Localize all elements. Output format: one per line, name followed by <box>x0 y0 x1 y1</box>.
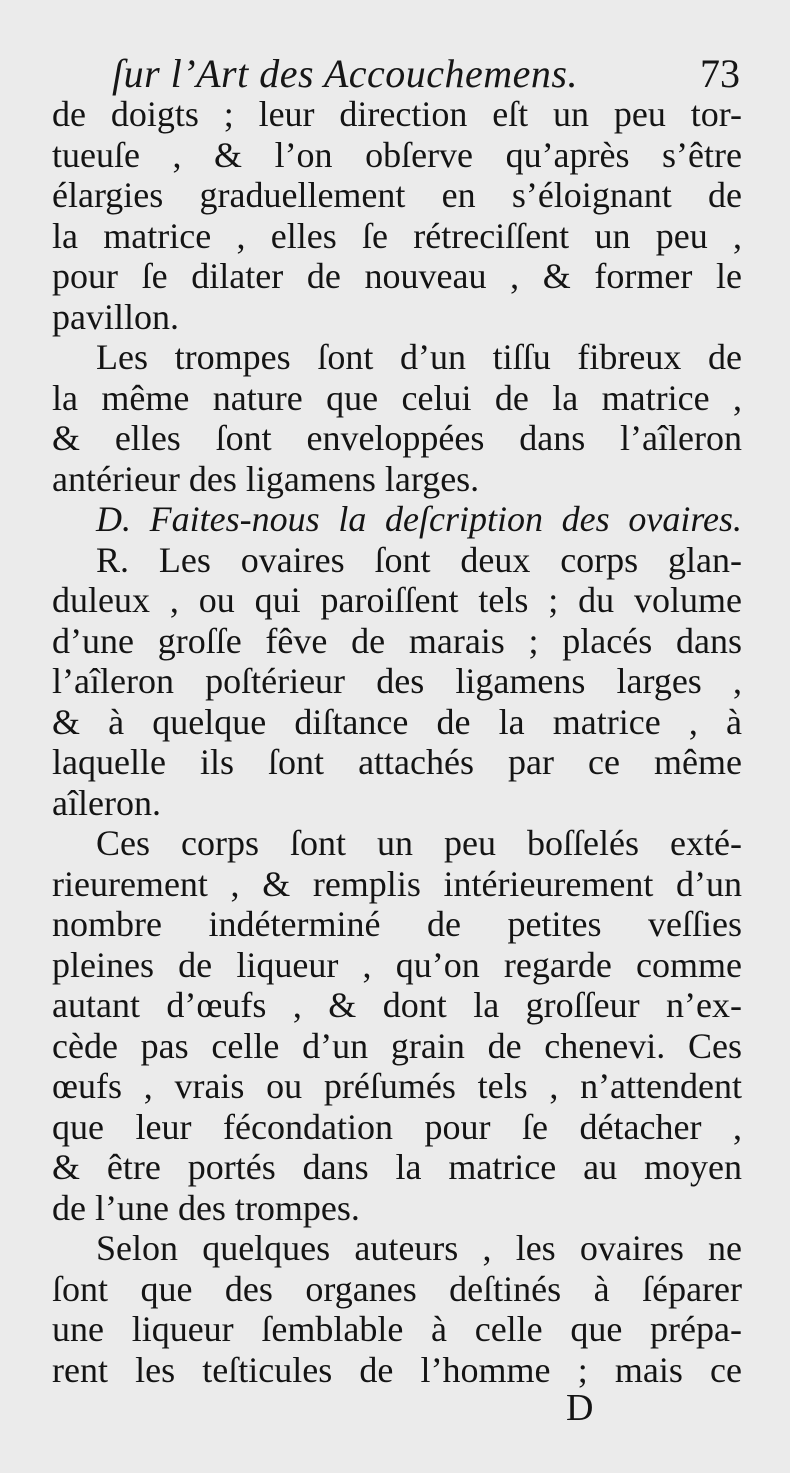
text-line: cède pas celle d’un grain de chenevi. Ces <box>52 1025 742 1066</box>
text-line: & elles ſont enveloppées dans l’aîleron <box>52 418 742 458</box>
text-line: nombre indéterminé de petites veſſies <box>52 904 742 944</box>
text-line: l’aîleron poſtérieur des ligamens larges , <box>52 661 742 701</box>
text-line: Selon quelques auteurs , les ovaires ne <box>96 1228 742 1268</box>
answer-line: R. Les ovaires ſont deux corps glan- <box>96 539 742 580</box>
text-line: pavillon. <box>52 296 179 337</box>
text-line: & à quelque diſtance de la matrice , à <box>52 701 742 742</box>
running-title: ſur l’Art des Accouchemens. <box>112 51 578 96</box>
text-line: & être portés dans la matrice au moyen <box>52 1147 742 1187</box>
text-line: ſont que des organes deſtinés à ſéparer <box>52 1268 742 1309</box>
text-line: tueuſe , & l’on obſerve qu’après s’être <box>52 134 742 175</box>
text-line: de l’une des trompes. <box>52 1187 360 1228</box>
page-number: 73 <box>700 51 740 96</box>
text-line: rieurement , & remplis intérieurement d’un <box>52 863 742 904</box>
signature-mark: D <box>566 1387 594 1429</box>
text-line: Ces corps ſont un peu boſſelés exté- <box>96 823 742 863</box>
text-line: aîleron. <box>52 782 161 823</box>
page-header <box>112 50 740 100</box>
text-line: pour ſe dilater de nouveau , & former le <box>52 256 742 296</box>
text-line: antérieur des ligamens larges. <box>52 458 480 499</box>
text-line: rent les teſticules de l’homme ; mais ce <box>52 1349 742 1390</box>
text-line: la matrice , elles ſe rétreciſſent un peu , <box>52 215 742 256</box>
text-line: que leur fécondation pour ſe détacher , <box>52 1106 742 1147</box>
body-text <box>52 94 742 1390</box>
text-line: œufs , vrais ou préſumés tels , n’attendent <box>52 1066 742 1106</box>
question-line: D. Faites-nous la deſcription des ovaires. <box>96 499 742 539</box>
text-line: la même nature que celui de la matrice , <box>52 377 742 418</box>
text-line: élargies graduellement en s’éloignant de <box>52 175 742 215</box>
text-line: laquelle ils ſont attachés par ce même <box>52 742 742 782</box>
text-line: Les trompes ſont d’un tiſſu fibreux de <box>96 337 742 377</box>
text-line: pleines de liqueur , qu’on regarde comme <box>52 944 742 985</box>
text-line: de doigts ; leur direction eſt un peu tor- <box>52 94 742 134</box>
text-line: une liqueur ſemblable à celle que prépa- <box>52 1309 742 1349</box>
text-line: duleux , ou qui paroiſſent tels ; du volume <box>52 580 742 620</box>
text-line: d’une groſſe fêve de marais ; placés dans <box>52 620 742 661</box>
text-line: autant d’œufs , & dont la groſſeur n’ex- <box>52 985 742 1025</box>
